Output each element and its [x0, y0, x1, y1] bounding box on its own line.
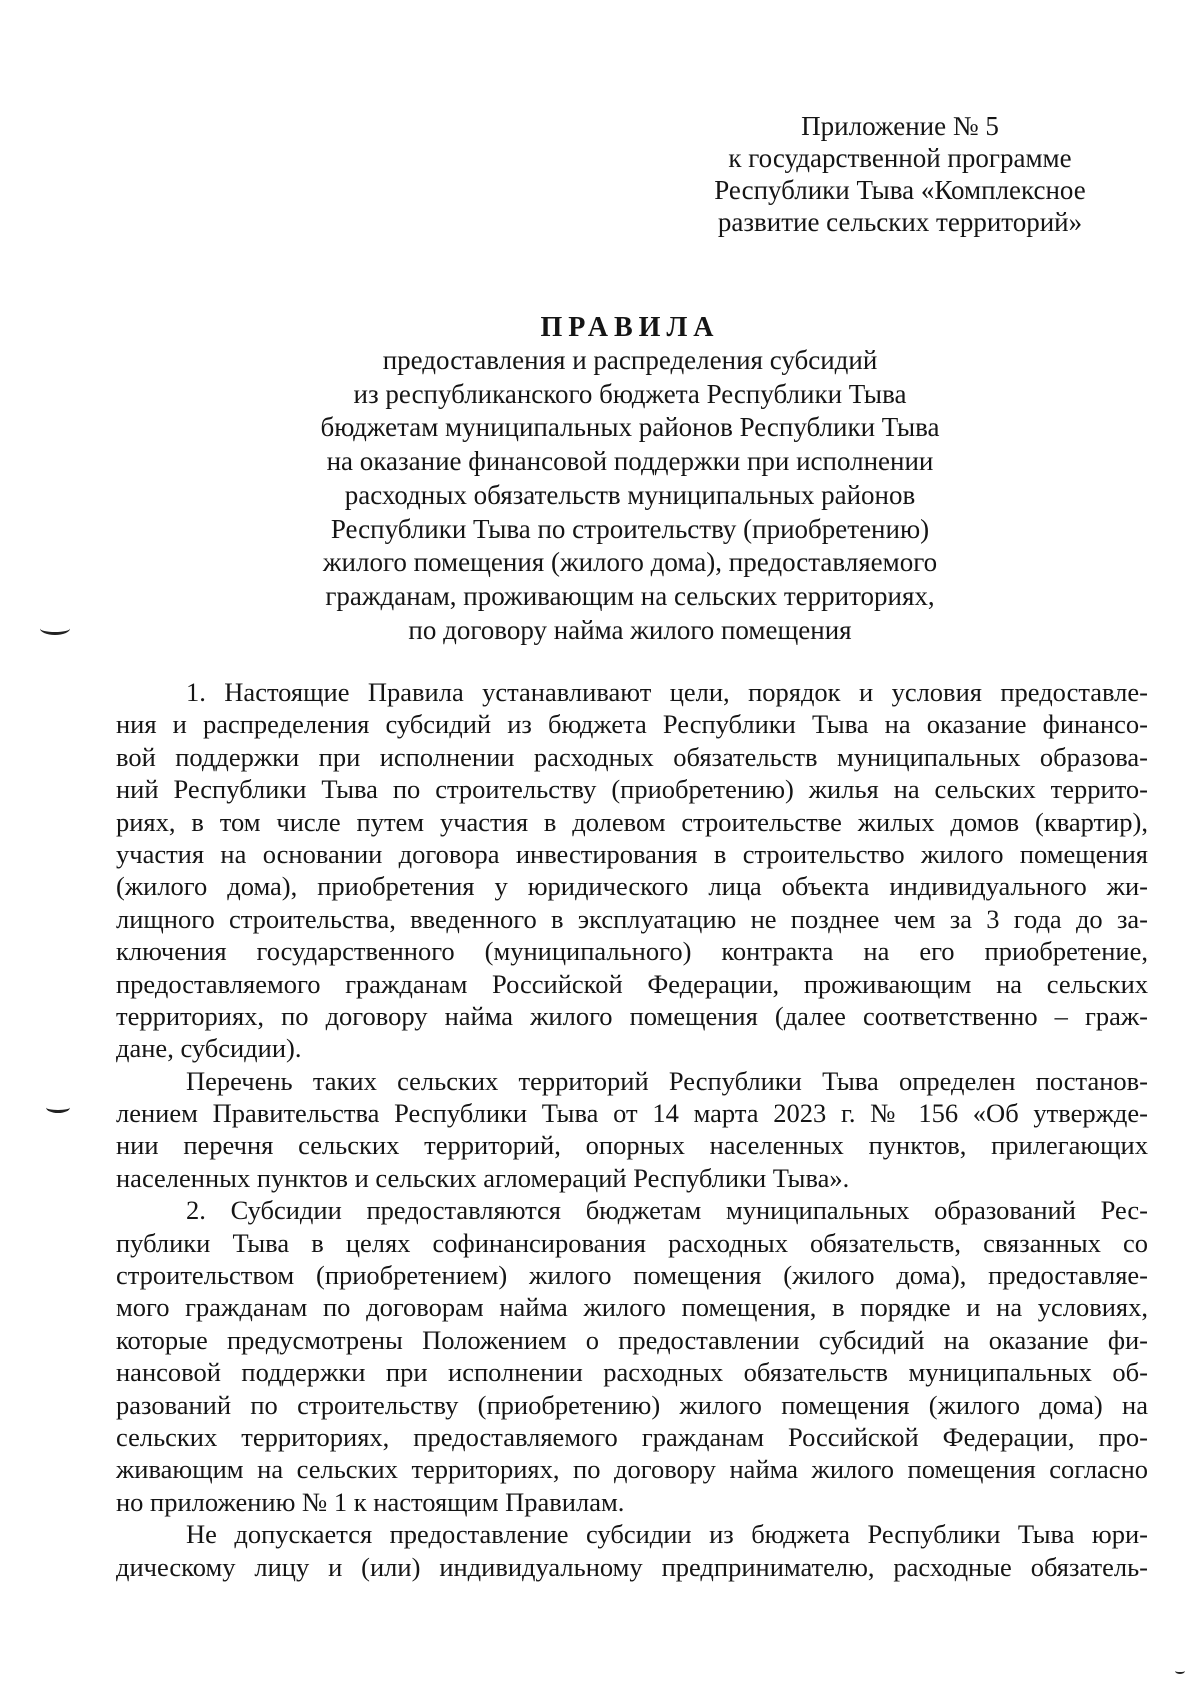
appendix-header — [700, 110, 1100, 238]
scan-artifact — [1175, 1668, 1185, 1674]
body-line: лищного строительства, введенного в эксплуатацию не позднее чем за 3 года до за- — [116, 903, 1148, 934]
appendix-line: развитие сельских территорий» — [717, 207, 1083, 237]
document-title: ПРАВИЛА — [540, 312, 720, 343]
subtitle-line: на оказание финансовой поддержки при исполнении — [326, 446, 934, 477]
subtitle-line: расходных обязательств муниципальных районов — [344, 479, 916, 510]
binding-mark — [46, 1102, 70, 1113]
body-line: публики Тыва в целях софинансирования расходных обязательств, связанных со — [116, 1227, 1148, 1258]
body-line: Перечень таких сельских территорий Республики Тыва определен постанов- — [186, 1065, 1148, 1096]
subtitle-line: бюджетам муниципальных районов Республики Тыва — [320, 412, 940, 443]
body-line: строительством (приобретением) жилого помещения (жилого дома), предоставляе- — [116, 1260, 1148, 1291]
body-line: лением Правительства Республики Тыва от 14 марта 2023 г. № 156 «Об утвержде- — [116, 1098, 1148, 1129]
body-line: мого гражданам по договорам найма жилого помещения, в порядке и на условиях, — [116, 1292, 1148, 1323]
document-subtitle — [250, 344, 1010, 647]
document-body — [116, 676, 1148, 1583]
subtitle-line: Республики Тыва по строительству (приобретению) — [330, 513, 930, 544]
body-line: участия на основании договора инвестирования в строительство жилого помещения — [116, 838, 1148, 869]
body-line: сельских территориях, предоставляемого гражданам Российской Федерации, про- — [116, 1421, 1148, 1452]
body-line: (жилого дома), приобретения у юридического лица объекта индивидуального жи- — [116, 871, 1148, 902]
body-line: но приложению № 1 к настоящим Правилам. — [116, 1486, 625, 1517]
subtitle-line: предоставления и распределения субсидий — [382, 345, 878, 375]
binding-mark — [40, 622, 70, 635]
body-line: риях, в том числе путем участия в долевом строительстве жилых домов (квартир), — [116, 806, 1148, 837]
body-line: населенных пунктов и сельских агломераций Республики Тыва». — [116, 1162, 850, 1193]
body-line: предоставляемого гражданам Российской Федерации, проживающим на сельских — [116, 968, 1148, 999]
body-line: территориях, по договору найма жилого помещения (далее соответственно – граж- — [116, 1000, 1148, 1031]
body-line: нии перечня сельских территорий, опорных населенных пунктов, прилегающих — [116, 1130, 1148, 1161]
body-line: ключения государственного (муниципального) контракта на его приобретение, — [116, 936, 1148, 967]
body-line: 1. Настоящие Правила устанавливают цели, порядок и условия предоставле- — [186, 677, 1148, 707]
body-line: живающим на сельских территориях, по договору найма жилого помещения согласно — [116, 1454, 1148, 1485]
body-line: нансовой поддержки при исполнении расходных обязательств муниципальных об- — [116, 1357, 1148, 1388]
body-line: ния и распределения субсидий из бюджета Республики Тыва на оказание финансо- — [116, 709, 1148, 740]
appendix-line: Приложение № 5 — [801, 111, 999, 141]
body-line: которые предусмотрены Положением о предоставлении субсидий на оказание фи- — [116, 1324, 1148, 1355]
subtitle-line: гражданам, проживающим на сельских территориях, — [325, 580, 935, 611]
subtitle-line: по договору найма жилого помещения — [408, 614, 852, 645]
body-line: ний Республики Тыва по строительству (приобретению) жилья на сельских террито- — [116, 774, 1148, 805]
body-line: Не допускается предоставление субсидии из бюджета Республики Тыва юри- — [186, 1519, 1148, 1550]
appendix-line: Республики Тыва «Комплексное — [714, 175, 1086, 205]
body-line: дане, субсидии). — [116, 1033, 302, 1064]
body-line: вой поддержки при исполнении расходных обязательств муниципальных образова- — [116, 741, 1148, 772]
body-line: 2. Субсидии предоставляются бюджетам муниципальных образований Рес- — [186, 1195, 1148, 1226]
subtitle-line: жилого помещения (жилого дома), предоставляемого — [322, 547, 938, 578]
body-line: разований по строительству (приобретению) жилого помещения (жилого дома) на — [116, 1389, 1148, 1420]
appendix-line: к государственной программе — [728, 143, 1072, 173]
subtitle-line: из республиканского бюджета Республики Тыва — [353, 378, 907, 409]
body-line: дическому лицу и (или) индивидуальному предпринимателю, расходные обязатель- — [116, 1551, 1148, 1582]
